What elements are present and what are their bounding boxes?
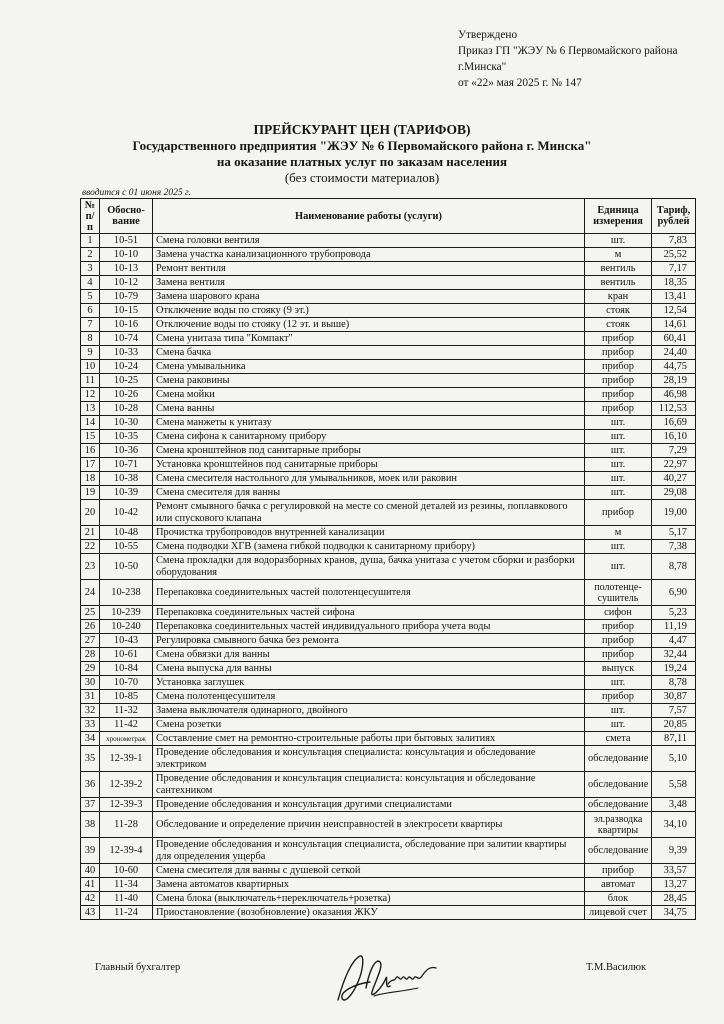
row-service-name: Проведение обследования и консультация специалиста: консультация и обследование электриком xyxy=(153,746,585,772)
header-basis: Обосно-вание xyxy=(100,199,153,234)
row-number: 35 xyxy=(81,746,100,772)
row-price: 7,57 xyxy=(652,704,696,718)
row-price: 5,23 xyxy=(652,606,696,620)
row-service-name: Отключение воды по стояку (9 эт.) xyxy=(153,304,585,318)
row-number: 30 xyxy=(81,676,100,690)
row-service-name: Ремонт вентиля xyxy=(153,262,585,276)
row-unit: прибор xyxy=(585,500,652,526)
row-number: 31 xyxy=(81,690,100,704)
row-unit: шт. xyxy=(585,486,652,500)
row-basis: 10-61 xyxy=(100,648,153,662)
row-unit: шт. xyxy=(585,676,652,690)
row-unit: прибор xyxy=(585,864,652,878)
row-price: 13,41 xyxy=(652,290,696,304)
row-unit: прибор xyxy=(585,332,652,346)
table-row xyxy=(81,290,696,304)
row-basis: 12-39-4 xyxy=(100,838,153,864)
row-service-name: Проведение обследования и консультация специалиста, обследование при залитии квартиры для определения ущерба xyxy=(153,838,585,864)
row-service-name: Смена бачка xyxy=(153,346,585,360)
row-number: 36 xyxy=(81,772,100,798)
row-price: 7,17 xyxy=(652,262,696,276)
row-number: 12 xyxy=(81,388,100,402)
row-price: 3,48 xyxy=(652,798,696,812)
row-number: 6 xyxy=(81,304,100,318)
approval-line: г.Минска" xyxy=(458,61,507,73)
row-number: 5 xyxy=(81,290,100,304)
row-number: 3 xyxy=(81,262,100,276)
row-basis: 10-51 xyxy=(100,234,153,248)
row-unit: м xyxy=(585,526,652,540)
table-row xyxy=(81,540,696,554)
row-service-name: Смена блока (выключатель+переключатель+розетка) xyxy=(153,892,585,906)
table-row xyxy=(81,318,696,332)
row-basis: 10-15 xyxy=(100,304,153,318)
row-price: 12,54 xyxy=(652,304,696,318)
row-unit: обследование xyxy=(585,838,652,864)
row-price: 9,39 xyxy=(652,838,696,864)
row-unit: лицевой счет xyxy=(585,906,652,920)
table-row xyxy=(81,648,696,662)
row-price: 18,35 xyxy=(652,276,696,290)
row-unit: шт. xyxy=(585,472,652,486)
row-basis: 10-39 xyxy=(100,486,153,500)
row-basis: 10-71 xyxy=(100,458,153,472)
table-row xyxy=(81,606,696,620)
row-service-name: Установка заглушек xyxy=(153,676,585,690)
row-price: 112,53 xyxy=(652,402,696,416)
row-service-name: Замена шарового крана xyxy=(153,290,585,304)
row-basis: 10-16 xyxy=(100,318,153,332)
chief-accountant-label: Главный бухгалтер xyxy=(95,962,181,973)
row-service-name: Смена розетки xyxy=(153,718,585,732)
table-row xyxy=(81,234,696,248)
row-basis: 10-239 xyxy=(100,606,153,620)
row-service-name: Проведение обследования и консультация другими специалистами xyxy=(153,798,585,812)
row-service-name: Замена автоматов квартирных xyxy=(153,878,585,892)
row-number: 13 xyxy=(81,402,100,416)
row-price: 33,57 xyxy=(652,864,696,878)
row-price: 28,45 xyxy=(652,892,696,906)
row-unit: смета xyxy=(585,732,652,746)
row-number: 32 xyxy=(81,704,100,718)
row-unit: обследование xyxy=(585,798,652,812)
row-number: 10 xyxy=(81,360,100,374)
row-basis: 11-34 xyxy=(100,878,153,892)
row-price: 5,10 xyxy=(652,746,696,772)
row-service-name: Приостановление (возобновление) оказания ЖКУ xyxy=(153,906,585,920)
row-basis: 10-36 xyxy=(100,444,153,458)
row-basis: 10-24 xyxy=(100,360,153,374)
row-number: 22 xyxy=(81,540,100,554)
row-service-name: Смена полотенцесушителя xyxy=(153,690,585,704)
row-basis: 10-85 xyxy=(100,690,153,704)
row-unit: прибор xyxy=(585,690,652,704)
row-number: 14 xyxy=(81,416,100,430)
row-basis: 10-28 xyxy=(100,402,153,416)
table-row xyxy=(81,746,696,772)
row-basis: 10-43 xyxy=(100,634,153,648)
row-unit: шт. xyxy=(585,444,652,458)
row-unit: обследование xyxy=(585,772,652,798)
row-price: 25,52 xyxy=(652,248,696,262)
row-service-name: Перепаковка соединительных частей индивидуального прибора учета воды xyxy=(153,620,585,634)
row-price: 14,61 xyxy=(652,318,696,332)
row-price: 28,19 xyxy=(652,374,696,388)
row-number: 27 xyxy=(81,634,100,648)
row-unit: шт. xyxy=(585,430,652,444)
row-service-name: Смена умывальника xyxy=(153,360,585,374)
table-row xyxy=(81,444,696,458)
table-row xyxy=(81,838,696,864)
row-price: 16,69 xyxy=(652,416,696,430)
row-basis: 10-60 xyxy=(100,864,153,878)
row-basis: 11-42 xyxy=(100,718,153,732)
document-purpose: на оказание платных услуг по заказам населения xyxy=(216,154,508,169)
row-service-name: Смена головки вентиля xyxy=(153,234,585,248)
row-service-name: Отключение воды по стояку (12 эт. и выше) xyxy=(153,318,585,332)
row-service-name: Смена смесителя настольного для умывальников, моек или раковин xyxy=(153,472,585,486)
row-price: 7,38 xyxy=(652,540,696,554)
row-basis: 10-12 xyxy=(100,276,153,290)
table-row xyxy=(81,772,696,798)
header-price: Тариф, рублей xyxy=(652,199,696,234)
row-price: 44,75 xyxy=(652,360,696,374)
approval-line: Приказ ГП "ЖЭУ № 6 Первомайского района xyxy=(458,45,678,57)
row-number: 20 xyxy=(81,500,100,526)
row-basis: 10-33 xyxy=(100,346,153,360)
row-price: 19,00 xyxy=(652,500,696,526)
row-basis: 10-79 xyxy=(100,290,153,304)
table-row xyxy=(81,620,696,634)
table-row xyxy=(81,262,696,276)
table-row xyxy=(81,580,696,606)
row-number: 24 xyxy=(81,580,100,606)
table-row xyxy=(81,798,696,812)
row-service-name: Замена вентиля xyxy=(153,276,585,290)
row-basis: 10-55 xyxy=(100,540,153,554)
table-row xyxy=(81,360,696,374)
row-number: 37 xyxy=(81,798,100,812)
table-header-row xyxy=(81,199,696,234)
row-service-name: Смена сифона к санитарному прибору xyxy=(153,430,585,444)
table-row xyxy=(81,332,696,346)
row-basis: хронометраж xyxy=(100,732,153,746)
table-row xyxy=(81,554,696,580)
row-unit: шт. xyxy=(585,416,652,430)
row-basis: 11-40 xyxy=(100,892,153,906)
row-service-name: Смена смесителя для ванны xyxy=(153,486,585,500)
row-price: 34,10 xyxy=(652,812,696,838)
approval-line: от «22» мая 2025 г. № 147 xyxy=(458,77,582,89)
row-price: 7,29 xyxy=(652,444,696,458)
row-service-name: Смена унитаза типа "Компакт" xyxy=(153,332,585,346)
row-price: 32,44 xyxy=(652,648,696,662)
row-unit: прибор xyxy=(585,634,652,648)
table-row xyxy=(81,662,696,676)
row-service-name: Перепаковка соединительных частей полотенцесушителя xyxy=(153,580,585,606)
row-number: 33 xyxy=(81,718,100,732)
row-price: 7,83 xyxy=(652,234,696,248)
table-row xyxy=(81,430,696,444)
table-row xyxy=(81,634,696,648)
row-number: 25 xyxy=(81,606,100,620)
row-unit: шт. xyxy=(585,718,652,732)
header-num: № п/п xyxy=(81,199,100,234)
row-price: 13,27 xyxy=(652,878,696,892)
row-price: 5,58 xyxy=(652,772,696,798)
row-unit: шт. xyxy=(585,554,652,580)
row-unit: прибор xyxy=(585,388,652,402)
table-row xyxy=(81,500,696,526)
row-service-name: Смена обвязки для ванны xyxy=(153,648,585,662)
row-unit: выпуск xyxy=(585,662,652,676)
row-service-name: Прочистка трубопроводов внутренней канализации xyxy=(153,526,585,540)
row-unit: прибор xyxy=(585,620,652,634)
table-row xyxy=(81,878,696,892)
row-unit: прибор xyxy=(585,402,652,416)
row-unit: прибор xyxy=(585,346,652,360)
row-basis: 10-42 xyxy=(100,500,153,526)
row-unit: прибор xyxy=(585,648,652,662)
row-price: 40,27 xyxy=(652,472,696,486)
row-service-name: Смена выпуска для ванны xyxy=(153,662,585,676)
table-row xyxy=(81,276,696,290)
row-basis: 10-10 xyxy=(100,248,153,262)
table-row xyxy=(81,486,696,500)
table-row xyxy=(81,304,696,318)
row-price: 46,98 xyxy=(652,388,696,402)
row-basis: 11-32 xyxy=(100,704,153,718)
table-row xyxy=(81,892,696,906)
row-basis: 12-39-2 xyxy=(100,772,153,798)
header-name: Наименование работы (услуги) xyxy=(153,199,585,234)
table-row xyxy=(81,416,696,430)
row-number: 29 xyxy=(81,662,100,676)
row-number: 15 xyxy=(81,430,100,444)
row-basis: 10-25 xyxy=(100,374,153,388)
row-number: 2 xyxy=(81,248,100,262)
row-basis: 12-39-3 xyxy=(100,798,153,812)
table-row xyxy=(81,248,696,262)
row-service-name: Смена раковины xyxy=(153,374,585,388)
table-row xyxy=(81,676,696,690)
row-number: 16 xyxy=(81,444,100,458)
table-row xyxy=(81,472,696,486)
row-basis: 11-28 xyxy=(100,812,153,838)
row-unit: кран xyxy=(585,290,652,304)
row-number: 18 xyxy=(81,472,100,486)
row-basis: 10-13 xyxy=(100,262,153,276)
row-basis: 10-30 xyxy=(100,416,153,430)
row-unit: эл.разводка квартиры xyxy=(585,812,652,838)
table-row xyxy=(81,458,696,472)
row-price: 30,87 xyxy=(652,690,696,704)
row-service-name: Смена манжеты к унитазу xyxy=(153,416,585,430)
table-row xyxy=(81,402,696,416)
row-number: 42 xyxy=(81,892,100,906)
row-service-name: Смена смесителя для ванны с душевой сеткой xyxy=(153,864,585,878)
document-title: ПРЕЙСКУРАНТ ЦЕН (ТАРИФОВ) xyxy=(253,122,471,137)
row-price: 5,17 xyxy=(652,526,696,540)
row-price: 8,78 xyxy=(652,554,696,580)
row-number: 43 xyxy=(81,906,100,920)
row-basis: 10-84 xyxy=(100,662,153,676)
row-unit: шт. xyxy=(585,540,652,554)
row-unit: полотенце-сушитель xyxy=(585,580,652,606)
row-basis: 10-70 xyxy=(100,676,153,690)
table-row xyxy=(81,718,696,732)
row-unit: автомат xyxy=(585,878,652,892)
row-price: 16,10 xyxy=(652,430,696,444)
approval-block xyxy=(458,27,718,91)
row-service-name: Смена подводки ХГВ (замена гибкой подводки к санитарному прибору) xyxy=(153,540,585,554)
handwritten-signature xyxy=(330,948,445,1010)
row-number: 28 xyxy=(81,648,100,662)
row-price: 24,40 xyxy=(652,346,696,360)
row-price: 20,85 xyxy=(652,718,696,732)
row-unit: вентиль xyxy=(585,262,652,276)
row-unit: обследование xyxy=(585,746,652,772)
price-table xyxy=(80,198,696,920)
row-unit: вентиль xyxy=(585,276,652,290)
row-unit: шт. xyxy=(585,458,652,472)
table-row xyxy=(81,346,696,360)
row-service-name: Регулировка смывного бачка без ремонта xyxy=(153,634,585,648)
header-unit: Единица измерения xyxy=(585,199,652,234)
row-number: 9 xyxy=(81,346,100,360)
row-unit: прибор xyxy=(585,374,652,388)
row-price: 60,41 xyxy=(652,332,696,346)
row-unit: прибор xyxy=(585,360,652,374)
row-service-name: Ремонт смывного бачка с регулировкой на месте со сменой деталей из резины, поплавкового или спускового клапана xyxy=(153,500,585,526)
row-number: 39 xyxy=(81,838,100,864)
row-basis: 10-50 xyxy=(100,554,153,580)
row-service-name: Замена выключателя одинарного, двойного xyxy=(153,704,585,718)
row-unit: сифон xyxy=(585,606,652,620)
row-number: 1 xyxy=(81,234,100,248)
row-number: 11 xyxy=(81,374,100,388)
row-basis: 12-39-1 xyxy=(100,746,153,772)
document-note: (без стоимости материалов) xyxy=(284,170,440,185)
row-service-name: Смена кронштейнов под санитарные приборы xyxy=(153,444,585,458)
table-row xyxy=(81,374,696,388)
row-price: 11,19 xyxy=(652,620,696,634)
row-number: 34 xyxy=(81,732,100,746)
table-row xyxy=(81,812,696,838)
row-price: 34,75 xyxy=(652,906,696,920)
row-unit: шт. xyxy=(585,704,652,718)
row-service-name: Составление смет на ремонтно-строительные работы при бытовых залитиях xyxy=(153,732,585,746)
row-number: 4 xyxy=(81,276,100,290)
row-basis: 10-38 xyxy=(100,472,153,486)
row-basis: 10-48 xyxy=(100,526,153,540)
row-service-name: Перепаковка соединительных частей сифона xyxy=(153,606,585,620)
row-unit: блок xyxy=(585,892,652,906)
table-row xyxy=(81,732,696,746)
row-service-name: Смена мойки xyxy=(153,388,585,402)
row-service-name: Смена прокладки для водоразборных кранов, душа, бачка унитаза с учетом сборки и разборки оборудования xyxy=(153,554,585,580)
organization-name: Государственного предприятия "ЖЭУ № 6 Первомайского района г. Минска" xyxy=(132,138,592,153)
table-row xyxy=(81,690,696,704)
row-unit: стояк xyxy=(585,304,652,318)
row-number: 17 xyxy=(81,458,100,472)
row-unit: стояк xyxy=(585,318,652,332)
row-price: 19,24 xyxy=(652,662,696,676)
row-number: 8 xyxy=(81,332,100,346)
approval-line: Утверждено xyxy=(458,29,518,41)
row-service-name: Обследование и определение причин неисправностей в электросети квартиры xyxy=(153,812,585,838)
table-row xyxy=(81,864,696,878)
row-basis: 10-26 xyxy=(100,388,153,402)
table-row xyxy=(81,906,696,920)
row-price: 22,97 xyxy=(652,458,696,472)
row-service-name: Проведение обследования и консультация специалиста: консультация и обследование сантехником xyxy=(153,772,585,798)
accountant-name: Т.М.Василюк xyxy=(586,962,647,973)
table-row xyxy=(81,388,696,402)
row-number: 21 xyxy=(81,526,100,540)
row-price: 87,11 xyxy=(652,732,696,746)
row-unit: шт. xyxy=(585,234,652,248)
row-service-name: Смена ванны xyxy=(153,402,585,416)
row-number: 23 xyxy=(81,554,100,580)
row-number: 26 xyxy=(81,620,100,634)
table-row xyxy=(81,704,696,718)
row-price: 4,47 xyxy=(652,634,696,648)
row-price: 29,08 xyxy=(652,486,696,500)
row-number: 7 xyxy=(81,318,100,332)
row-price: 8,78 xyxy=(652,676,696,690)
row-basis: 10-238 xyxy=(100,580,153,606)
row-number: 40 xyxy=(81,864,100,878)
row-number: 19 xyxy=(81,486,100,500)
row-price: 6,90 xyxy=(652,580,696,606)
row-basis: 11-24 xyxy=(100,906,153,920)
table-row xyxy=(81,526,696,540)
row-unit: м xyxy=(585,248,652,262)
row-basis: 10-35 xyxy=(100,430,153,444)
row-number: 41 xyxy=(81,878,100,892)
document-header xyxy=(0,122,724,186)
row-service-name: Установка кронштейнов под санитарные приборы xyxy=(153,458,585,472)
effective-date-note: вводится с 01 июня 2025 г. xyxy=(82,188,191,198)
row-basis: 10-74 xyxy=(100,332,153,346)
row-basis: 10-240 xyxy=(100,620,153,634)
row-number: 38 xyxy=(81,812,100,838)
row-service-name: Замена участка канализационного трубопровода xyxy=(153,248,585,262)
